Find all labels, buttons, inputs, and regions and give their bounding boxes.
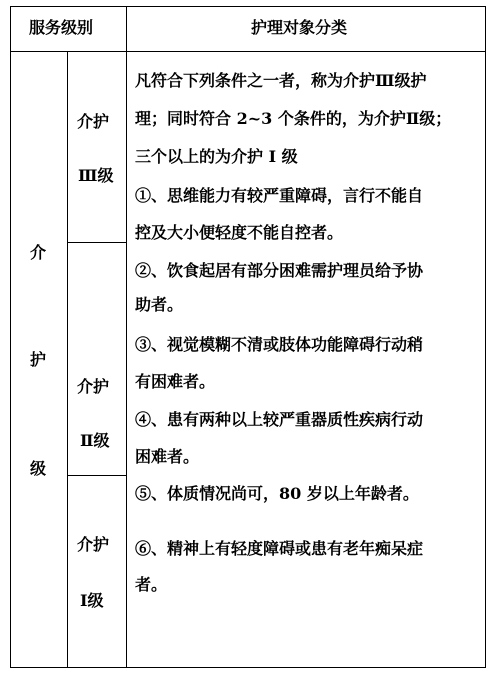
level-2-line2: Ⅱ级 xyxy=(80,431,110,450)
header-divider xyxy=(10,51,486,52)
category-char-1: 介 xyxy=(29,243,46,262)
category-char-3: 级 xyxy=(29,459,46,478)
level-1-line1: 介护 xyxy=(77,535,110,554)
content-line-9: 有困难者。 xyxy=(135,372,216,391)
content-line-2: 理；同时符合 2~3 个条件的，为介护Ⅱ级； xyxy=(135,109,452,128)
content-line-11: 困难者。 xyxy=(135,447,200,466)
content-line-12: ⑤、体质情况尚可，80 岁以上年龄者。 xyxy=(135,484,419,503)
table-border-right xyxy=(485,6,486,668)
row-divider-level-2 xyxy=(67,475,127,476)
level-3-line2: Ⅲ级 xyxy=(78,166,114,185)
category-char-2: 护 xyxy=(29,350,46,369)
content-line-8: ③、视觉模糊不清或肢体功能障碍行动稍 xyxy=(135,335,424,354)
content-line-4: ①、思维能力有较严重障碍，言行不能自 xyxy=(135,186,424,205)
header-service-level: 服务级别 xyxy=(29,18,94,37)
table-border-top xyxy=(10,6,486,7)
level-1-line2: Ⅰ级 xyxy=(80,591,104,610)
content-line-13: ⑥、精神上有轻度障碍或患有老年痴呆症 xyxy=(135,539,424,558)
content-line-6: ②、饮食起居有部分困难需护理员给予协 xyxy=(135,261,424,280)
row-divider-level-3 xyxy=(67,242,127,243)
content-line-10: ④、患有两种以上较严重器质性疾病行动 xyxy=(135,410,424,429)
level-3-line1: 介护 xyxy=(77,112,110,131)
content-line-5: 控及大小便轻度不能自控者。 xyxy=(135,223,344,242)
table-border-bottom xyxy=(10,667,486,668)
level-2-line1: 介护 xyxy=(77,377,110,396)
column-divider-level xyxy=(67,51,68,668)
header-classification: 护理对象分类 xyxy=(251,18,348,37)
table-border-left xyxy=(10,6,11,668)
column-divider-main xyxy=(126,6,127,668)
content-line-14: 者。 xyxy=(135,575,168,594)
content-line-3: 三个以上的为介护 Ⅰ 级 xyxy=(135,147,298,166)
content-line-1: 凡符合下列条件之一者，称为介护Ⅲ级护 xyxy=(135,71,427,90)
content-line-7: 助者。 xyxy=(135,295,184,314)
